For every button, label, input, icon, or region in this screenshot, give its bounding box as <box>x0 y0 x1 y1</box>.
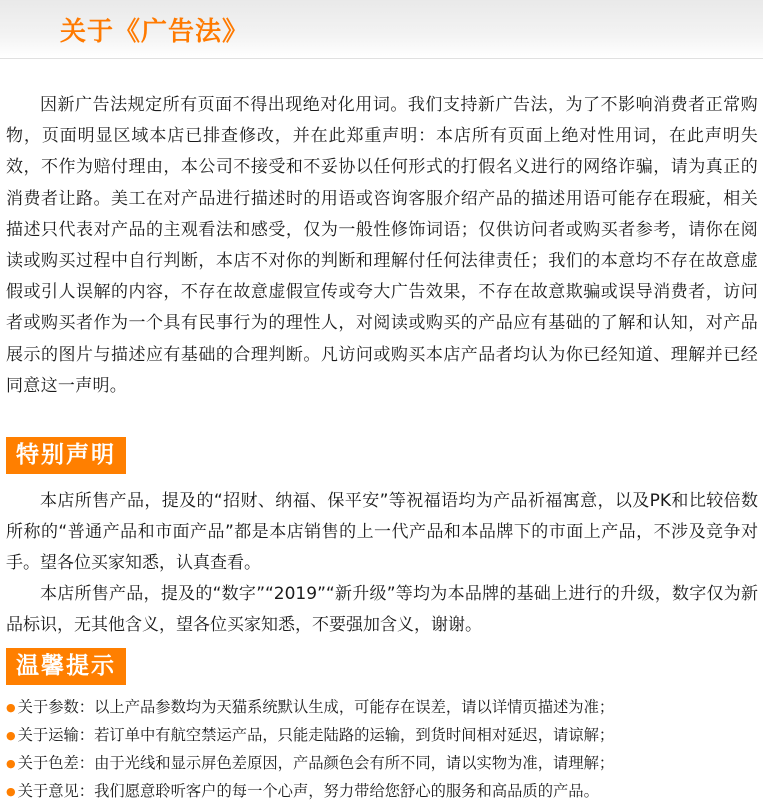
intro-paragraph: 因新广告法规定所有页面不得出现绝对化用词。我们支持新广告法，为了不影响消费者正常购物，页面明显区域本店已排查修改，并在此郑重声明：本店所有页面上绝对性用词，在此声明失效，不作为赔付理由，本公司不接受和不妥协以任何形式的打假名义进行的网络诈骗，请为真正的消费者让路。美工在对产品进行描述时的用语或咨询客服介绍产品的描述用语可能存在瑕疵，相关描述只代表对产品的主观看法和感受，仅为一般性修饰词语；仅供访问者或购买者参考，请你在阅读或购买过程中自行判断，本店不对你的判断和理解付任何法律责任；我们的本意均不存在故意虚假或引人误解的内容，不存在故意虚假宣传或夸大广告效果，不存在故意欺骗或误导消费者，访问者或购买者作为一个具有民事行为的理性人，对阅读或购买的产品应有基础的了解和认知，对产品展示的图片与描述应有基础的合理判断。凡访问或购买本店产品者均认为你已经知道、理解并已经同意这一声明。 <box>6 95 758 396</box>
tip-text: 关于意见：我们愿意聆听客户的每一个心声，努力带给您舒心的服务和高品质的产品。 <box>17 782 599 800</box>
tip-item-color-difference <box>6 750 758 778</box>
title-bar <box>0 0 763 59</box>
special-notice-heading: 特别声明 <box>6 437 126 474</box>
tip-item-shipping <box>6 722 758 750</box>
tip-text: 关于参数：以上产品参数均为天猫系统默认生成，可能存在误差，请以详情页描述为准； <box>17 698 615 716</box>
page-title: 关于《广告法》 <box>60 17 250 47</box>
special-paragraph-1: 本店所售产品，提及的“招财、纳福、保平安”等祝福语均为产品祈福寓意，以及PK和比较倍数所称的“普通产品和市面产品”都是本店销售的上一代产品和本品牌下的市面上产品，不涉及竞争对手。望各位买家知悉，认真查看。 <box>6 491 758 573</box>
tips-list <box>6 694 758 806</box>
tip-text: 关于运输：若订单中有航空禁运产品，只能走陆路的运输，到货时间相对延迟，请谅解； <box>17 726 615 744</box>
tip-item-feedback <box>6 778 758 806</box>
tip-text: 关于色差：由于光线和显示屏色差原因，产品颜色会有所不同，请以实物为准，请理解； <box>17 754 615 772</box>
tip-item-parameters <box>6 694 758 722</box>
special-paragraph-2: 本店所售产品，提及的“数字”“2019”“新升级”等均为本品牌的基础上进行的升级，数字仅为新品标识，无其他含义，望各位买家知悉，不要强加含义，谢谢。 <box>6 584 758 635</box>
bullet-icon: ● <box>6 757 16 770</box>
tips-heading: 温馨提示 <box>6 648 126 685</box>
bullet-icon: ● <box>6 729 16 742</box>
bullet-icon: ● <box>6 785 16 798</box>
bullet-icon: ● <box>6 701 16 714</box>
